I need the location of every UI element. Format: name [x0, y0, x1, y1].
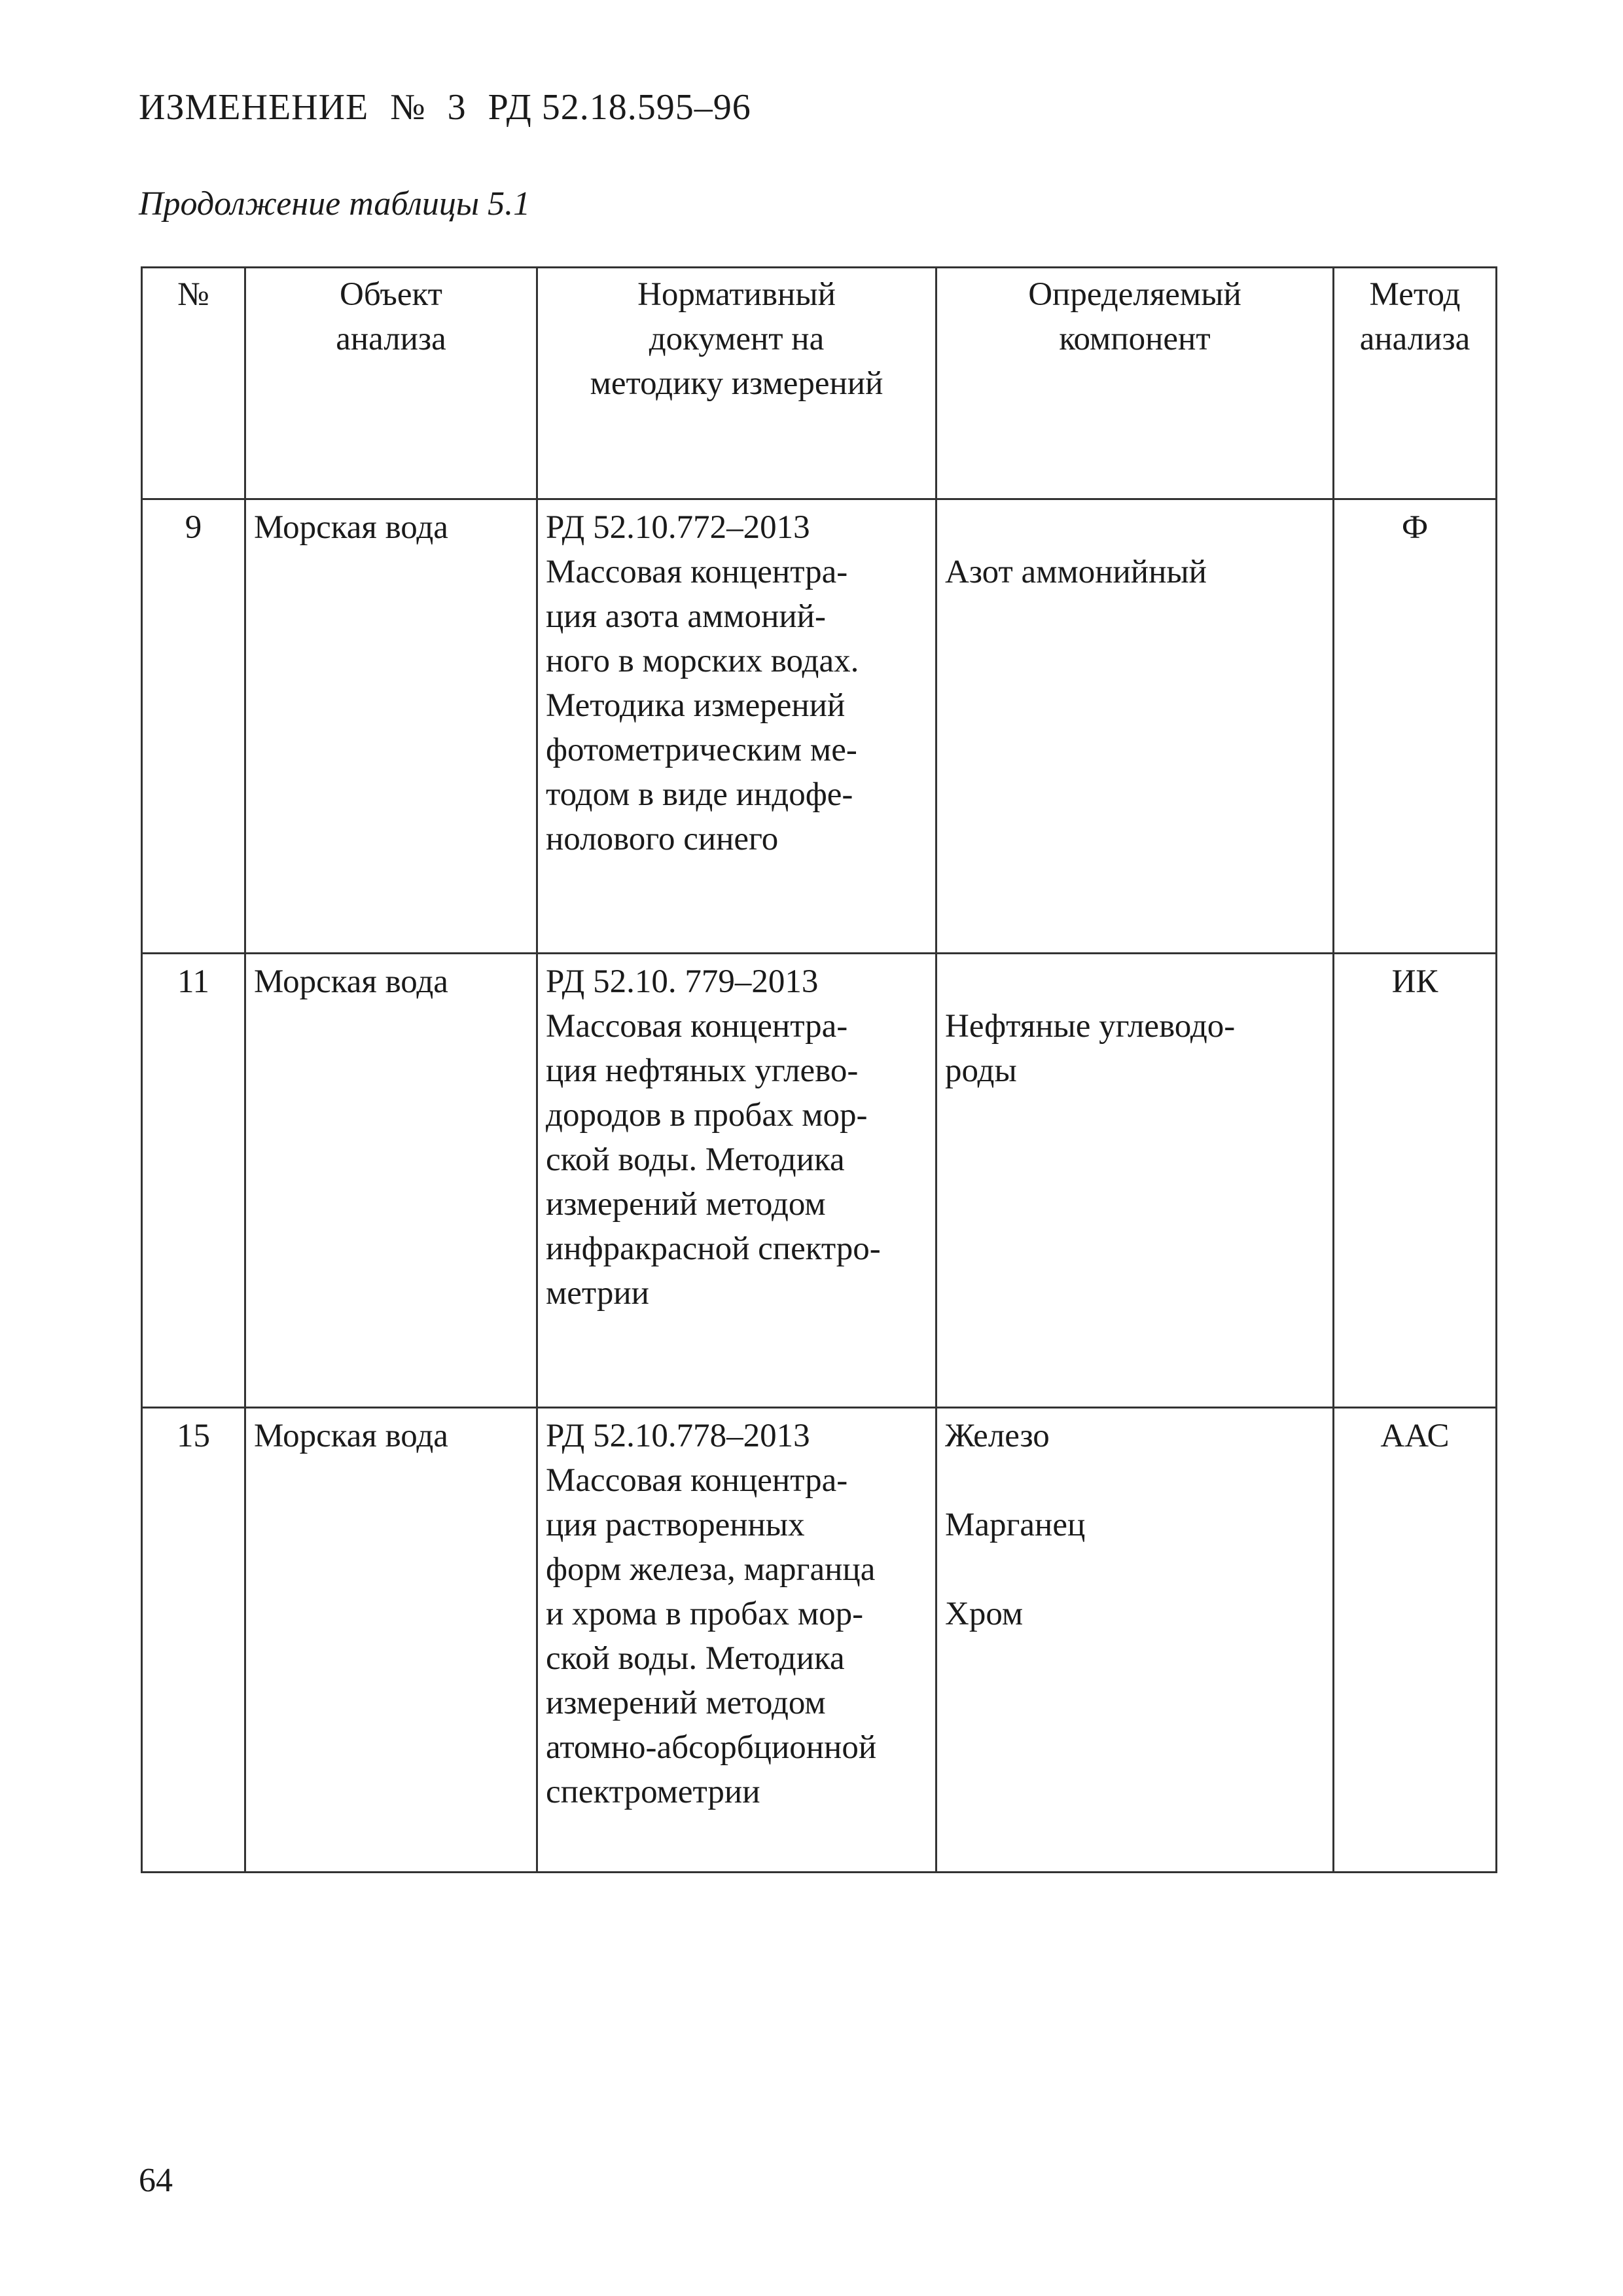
component-item: Хром: [945, 1596, 1024, 1632]
row-document: РД 52.10.772–2013 Массовая концентра- ция азота аммоний- ного в морских водах. Методика измерений фотометрическим ме- тодом в виде индофе- нолового синего: [537, 499, 936, 954]
header-number: 3: [447, 87, 467, 128]
header-doc-code: РД 52.18.595–96: [488, 87, 751, 128]
row-component: [936, 954, 1334, 1408]
table-row: [142, 499, 1497, 954]
document-header: [139, 86, 751, 128]
row-number: 9: [142, 499, 245, 954]
page-number: 64: [139, 2162, 173, 2199]
row-component: [936, 1408, 1334, 1873]
column-header-object: Объект анализа: [245, 268, 537, 499]
row-document: РД 52.10. 779–2013 Массовая концентра- ция нефтяных углево- дородов в пробах мор- ской воды. Методика измерений методом инфракрасной спектро- метрии: [537, 954, 936, 1408]
header-number-sign: №: [390, 87, 426, 128]
row-method: Ф: [1334, 499, 1497, 954]
component-item: Нефтяные углеводо- роды: [945, 1008, 1236, 1089]
component-item: Марганец: [945, 1507, 1086, 1543]
data-table: [141, 266, 1497, 1873]
table-caption: Продолжение таблицы 5.1: [139, 185, 531, 223]
column-header-number: №: [142, 268, 245, 499]
table-row: [142, 954, 1497, 1408]
row-object: Морская вода: [245, 954, 537, 1408]
row-component: [936, 499, 1334, 954]
component-item: Азот аммонийный: [945, 554, 1207, 590]
table-header-row: [142, 268, 1497, 499]
table-row: [142, 1408, 1497, 1873]
row-object: Морская вода: [245, 499, 537, 954]
component-item: Железо: [945, 1418, 1050, 1454]
row-method: ИК: [1334, 954, 1497, 1408]
row-document: РД 52.10.778–2013 Массовая концентра- ция растворенных форм железа, марганца и хрома в пробах мор- ской воды. Методика измерений методом атомно-абсорбционной спектрометрии: [537, 1408, 936, 1873]
row-object: Морская вода: [245, 1408, 537, 1873]
row-method: ААС: [1334, 1408, 1497, 1873]
column-header-method: Метод анализа: [1334, 268, 1497, 499]
column-header-component: Определяемый компонент: [936, 268, 1334, 499]
row-number: 15: [142, 1408, 245, 1873]
row-number: 11: [142, 954, 245, 1408]
column-header-document: Нормативный документ на методику измерений: [537, 268, 936, 499]
header-prefix: ИЗМЕНЕНИЕ: [139, 87, 369, 128]
